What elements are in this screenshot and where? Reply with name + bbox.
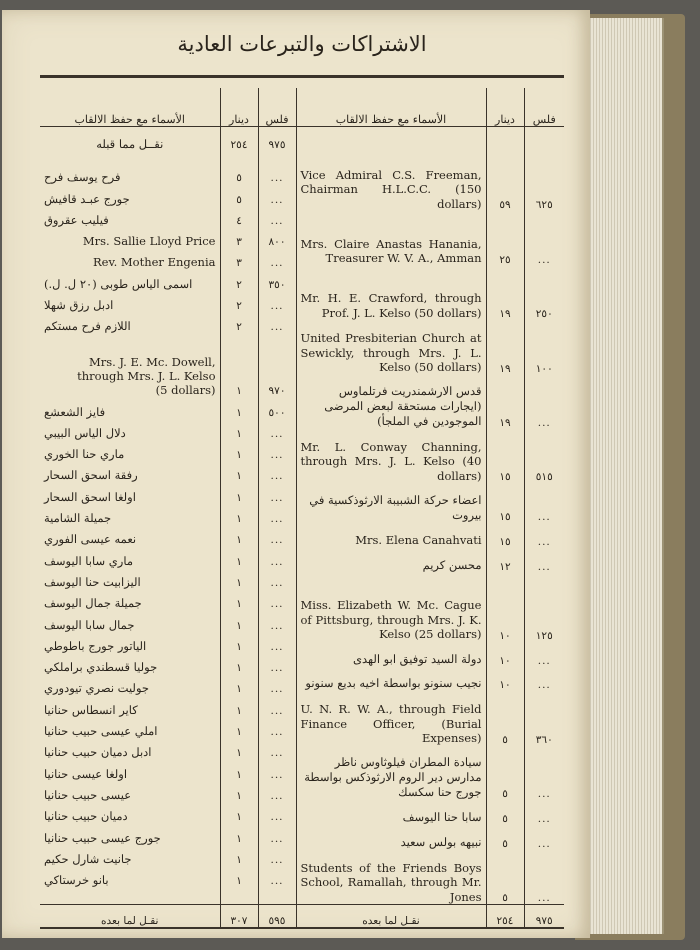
left-entry-name: دميان حبيب حنانيا	[44, 809, 128, 824]
left-entry-dinar: ١	[236, 534, 242, 547]
left-entry-fils: ...	[270, 747, 284, 760]
left-total-fils: ٥٩٥	[258, 905, 296, 929]
right-entry-text: محسن كريم	[422, 557, 482, 572]
left-entry-dinar: ١	[236, 662, 242, 675]
left-entry-dinar: ١	[236, 747, 242, 760]
left-entry-fils: ...	[270, 704, 284, 717]
left-entry-fils: ...	[270, 300, 284, 313]
left-entry-dinar: ١	[236, 555, 242, 568]
right-entry-name	[297, 157, 486, 211]
right-entry-dinar: ١٠	[499, 629, 511, 642]
right-fils-header: فلس	[524, 88, 564, 127]
left-entry-fils: ...	[270, 768, 284, 781]
right-entry-text: Vice Admiral C.S. Freeman, Chairman H.L.C.C. (150 dollars)	[300, 167, 482, 211]
left-entry-name: املي عيسى حبيب حنانيا	[44, 724, 158, 739]
left-entry-dinar: ١	[236, 619, 242, 632]
left-entry-fils: ...	[270, 214, 284, 227]
right-entry-text: قدس الارشمندريت فرتلماوس (ايجارات مستحقة لبعض المرضى الموجودين في الملجأ)	[324, 383, 482, 428]
left-entry-name: الياتور جورج باطوطي	[44, 638, 147, 653]
left-entry-name: جورج عبـد قافيش	[44, 191, 130, 206]
right-total-label: نقـل لما بعده	[296, 905, 486, 929]
left-entry-dinar: ١	[236, 768, 242, 781]
left-entry-fils: ...	[270, 427, 284, 440]
left-entry-fils: ...	[270, 555, 284, 568]
left-entry-fils: ...	[270, 875, 284, 888]
right-entry-name	[297, 691, 486, 745]
left-entry-dinar: ١	[236, 576, 242, 589]
left-entry-fils: ...	[270, 193, 284, 206]
left-dinar-column	[221, 127, 258, 887]
right-entry-name	[297, 800, 486, 825]
right-entry-dinar: ١٥	[499, 510, 511, 523]
right-entry-text: سابا حنا اليوسف	[402, 809, 482, 824]
left-entry-dinar: ٣	[236, 236, 242, 249]
left-entry-fils: ...	[270, 619, 284, 632]
right-entry-text: Mrs. Claire Anastas Hanania, Treasurer W. V. A., Amman	[300, 236, 482, 266]
left-entry-name: جانيت شارل حكيم	[44, 851, 132, 866]
right-entry-fils: ٦٢٥	[535, 199, 553, 212]
left-entry-fils: ...	[270, 513, 284, 526]
right-entry-name	[297, 548, 486, 573]
right-dinar-column	[487, 127, 524, 904]
left-entry-fils: ...	[270, 321, 284, 334]
left-entry-dinar: ٢	[236, 300, 242, 313]
right-entry-fils: ...	[537, 892, 551, 905]
right-entry-column	[297, 127, 486, 904]
left-entry-name: اللازم فرح مستكم	[44, 319, 131, 334]
right-entry-text: نجيب سنونو بواسطة اخيه بديع سنونو	[305, 676, 482, 691]
left-entry-name	[40, 333, 220, 397]
right-name-header: الأسماء مع حفظ الالقاب	[296, 88, 486, 127]
right-entry-text: United Presbiterian Church at Sewickly, through Mrs. J. L. Kelso (50 dollars)	[300, 331, 482, 375]
right-entry-fils: ١٢٥	[535, 629, 553, 642]
right-entry-text: اعضاء حركة الشبيبة الارثوذكسية في بيروت	[309, 492, 482, 522]
right-entry-name	[297, 523, 486, 548]
right-total-dinar: ٢٥٤	[486, 905, 524, 929]
right-entry-text: U. N. R. W. A., through Field Finance Officer, (Burial Expenses)	[300, 702, 482, 746]
left-entry-dinar: ١	[236, 406, 242, 419]
right-entry-fils: ...	[537, 654, 551, 667]
left-entry-name: اليزابيت حنا اليوسف	[44, 574, 141, 589]
carried-forward-label: نقــل مما قبله	[96, 137, 164, 151]
left-entry-name-line: (5 dollars)	[155, 383, 216, 398]
left-entry-dinar: ٥	[236, 193, 242, 206]
left-entry-name: جورج عيسى حبيب حنانيا	[44, 830, 161, 845]
left-entry-name: فيليب عقروق	[44, 212, 109, 227]
right-entry-dinar: ٢٥	[499, 253, 511, 266]
left-entry-dinar: ٥	[236, 172, 242, 185]
left-entry-name: ادبل دميان حبيب حنانيا	[44, 745, 152, 760]
left-entry-fils: ...	[270, 470, 284, 483]
left-entry-dinar: ٢	[236, 278, 242, 291]
right-entry-fils: ...	[537, 837, 551, 850]
left-entry-fils: ...	[270, 449, 284, 462]
left-entry-dinar: ١	[236, 726, 242, 739]
left-entry-dinar: ١	[236, 811, 242, 824]
right-entry-dinar: ٥	[502, 837, 508, 850]
right-entry-dinar: ٥	[502, 733, 508, 746]
right-entry-name	[297, 483, 486, 523]
left-entry-name: فايز الشعشع	[44, 404, 106, 419]
page-title: الاشتراكات والتبرعات العادية	[177, 32, 427, 56]
left-entry-fils: ...	[270, 598, 284, 611]
right-entry-fils: ...	[537, 253, 551, 266]
carried-forward-fils: ٩٧٥	[268, 139, 286, 151]
left-fils-column	[259, 127, 296, 887]
left-entry-name: نعمه عيسى الفوري	[44, 532, 137, 547]
right-entry-dinar: ١٩	[499, 416, 511, 429]
left-entry-name: ماري سابا اليوسف	[44, 553, 134, 568]
left-entry-name: جوليت نصري تيودوري	[44, 681, 149, 696]
left-name-header: الأسماء مع حفظ الالقاب	[40, 88, 220, 127]
left-entry-dinar: ٢	[236, 321, 242, 334]
title-rule	[40, 75, 564, 78]
right-entry-fils: ...	[537, 679, 551, 692]
left-entry-dinar: ٤	[236, 214, 242, 227]
right-entry-fils: ...	[537, 416, 551, 429]
left-entry-fils: ...	[270, 257, 284, 270]
right-entry-text: Mr. L. Conway Channing, through Mrs. J. L. Kelso (40 dollars)	[300, 439, 482, 483]
left-entry-name: ماري حنا الخوري	[44, 447, 125, 462]
right-entry-name	[297, 573, 486, 642]
left-entry-name: عيسى حبيب حنانيا	[44, 787, 132, 802]
left-entry-name: جوليا قسطندي براملكي	[44, 660, 158, 675]
right-entry-name	[297, 266, 486, 320]
right-entry-name	[297, 429, 486, 483]
left-entry-name: ادبل رزق شهلا	[44, 298, 114, 313]
ledger-table	[40, 88, 564, 929]
left-entry-fils: ...	[270, 491, 284, 504]
right-entry-fils: ١٠٠	[535, 362, 553, 375]
left-entry-fils: ...	[270, 811, 284, 824]
left-entry-fils: ...	[270, 640, 284, 653]
right-fils-column	[525, 127, 565, 904]
left-entry-fils: ...	[270, 832, 284, 845]
right-entry-text: دولة السيد توفيق ابو الهدى	[352, 651, 482, 666]
left-total-label: نقـل لما بعده	[40, 905, 220, 929]
left-entry-name: اسمى الياس طوبى (٢٠ ل. ل.)	[44, 276, 193, 291]
left-entry-dinar: ١	[236, 385, 242, 398]
right-entry-dinar: ١٠	[499, 654, 511, 667]
left-entry-name: كاير انسطاس حنانيا	[44, 702, 138, 717]
right-entry-text: Students of the Friends Boys School, Ramallah, through Mr. Jones	[300, 860, 482, 904]
left-entry-dinar: ١	[236, 491, 242, 504]
left-entry-fils: ...	[270, 534, 284, 547]
right-entry-name	[297, 825, 486, 850]
left-entry-fils: ٣٥٠	[268, 278, 286, 291]
right-entry-dinar: ٥	[502, 892, 508, 905]
right-entry-text: سيادة المطران فيلوثاوس ناظر مدارس دير الروم الارثوذكس بواسطة جورج حنا سكسك	[304, 755, 482, 800]
left-entry-dinar: ١	[236, 470, 242, 483]
right-entry-dinar: ١٠	[499, 679, 511, 692]
left-entry-name: فرح يوسف فرح	[44, 170, 121, 185]
right-entry-fils: ...	[537, 510, 551, 523]
carried-forward-dinar: ٢٥٤	[230, 139, 248, 151]
right-entry-fils: ٥١٥	[535, 471, 553, 484]
left-total-dinar: ٣٠٧	[220, 905, 258, 929]
left-dinar-header: دينار	[220, 88, 258, 127]
right-entry-text: Mrs. Elena Canahvati	[355, 533, 482, 548]
left-entry-dinar: ١	[236, 875, 242, 888]
right-entry-fils: ...	[537, 812, 551, 825]
right-entry-name	[297, 642, 486, 667]
right-entry-name	[297, 667, 486, 692]
right-entry-fils: ٣٦٠	[535, 733, 553, 746]
left-entry-dinar: ١	[236, 853, 242, 866]
right-entry-name	[297, 850, 486, 904]
left-entry-name: Mrs. Sallie Lloyd Price	[82, 234, 216, 249]
right-entry-name	[297, 211, 486, 265]
right-entry-dinar: ١٩	[499, 362, 511, 375]
right-entry-name	[297, 746, 486, 800]
left-entry-fils: ...	[270, 726, 284, 739]
left-entry-dinar: ١	[236, 832, 242, 845]
right-entry-dinar: ٥	[502, 788, 508, 801]
right-entry-dinar: ٥٩	[499, 199, 511, 212]
left-entry-name: اولغا عيسى حنانيا	[44, 766, 128, 781]
left-entry-dinar: ١	[236, 513, 242, 526]
right-entry-dinar: ١٩	[499, 308, 511, 321]
right-entry-fils: ٢٥٠	[535, 308, 553, 321]
left-entry-dinar: ٣	[236, 257, 242, 270]
left-fils-header: فلس	[258, 88, 296, 127]
right-entry-text: نبيهه بولس سعيد	[400, 834, 482, 849]
right-entry-text: Mr. H. E. Crawford, through Prof. J. L. Kelso (50 dollars)	[300, 291, 482, 320]
left-entry-fils: ...	[270, 853, 284, 866]
left-entry-name: دلال الياس البيبي	[44, 425, 126, 440]
left-entry-fils: ٨٠٠	[268, 236, 286, 249]
left-entry-name: رفقة اسحق السحار	[44, 468, 138, 483]
left-entry-name-line: Mrs. J. E. Mc. Dowell,	[88, 355, 216, 370]
left-entry-name: Rev. Mother Engenia	[92, 255, 216, 270]
left-entry-fils: ...	[270, 683, 284, 696]
left-entry-fils: ...	[270, 576, 284, 589]
left-entry-dinar: ١	[236, 598, 242, 611]
left-entry-name: جميلة جمال اليوسف	[44, 596, 142, 611]
right-entry-name	[297, 375, 486, 429]
left-entry-dinar: ١	[236, 789, 242, 802]
left-entry-dinar: ١	[236, 427, 242, 440]
right-entry-fils: ...	[537, 560, 551, 573]
right-entry-dinar: ١٥	[499, 471, 511, 484]
left-entry-fils: ...	[270, 789, 284, 802]
left-entry-name: بانو خرستاكي	[44, 873, 109, 888]
left-entry-dinar: ١	[236, 704, 242, 717]
right-entry-text: Miss. Elizabeth W. Mc. Cague of Pittsburg, through Mrs. J. K. Kelso (25 dollars)	[300, 598, 482, 642]
right-entry-dinar: ١٢	[499, 560, 511, 573]
left-entry-fils: ٩٧٠	[268, 385, 286, 398]
right-entry-dinar: ٥	[502, 812, 508, 825]
left-entry-name: جمال سابا اليوسف	[44, 617, 135, 632]
left-entry-name-line: through Mrs. J. L. Kelso	[77, 369, 216, 384]
right-entry-name	[297, 320, 486, 374]
left-entry-dinar: ١	[236, 449, 242, 462]
left-entry-dinar: ١	[236, 640, 242, 653]
left-entry-name: جميلة الشامية	[44, 511, 112, 526]
left-entry-fils: ٥٠٠	[268, 406, 286, 419]
right-entry-fils: ...	[537, 535, 551, 548]
right-total-fils: ٩٧٥	[524, 905, 564, 929]
left-name-column	[40, 127, 220, 887]
right-entry-dinar: ١٥	[499, 535, 511, 548]
left-entry-fils: ...	[270, 662, 284, 675]
right-entry-fils: ...	[537, 788, 551, 801]
ledger-page	[2, 10, 590, 938]
left-entry-name: اولغا اسحق السحار	[44, 489, 136, 504]
right-dinar-header: دينار	[486, 88, 524, 127]
left-entry-dinar: ١	[236, 683, 242, 696]
left-entry-fils: ...	[270, 172, 284, 185]
